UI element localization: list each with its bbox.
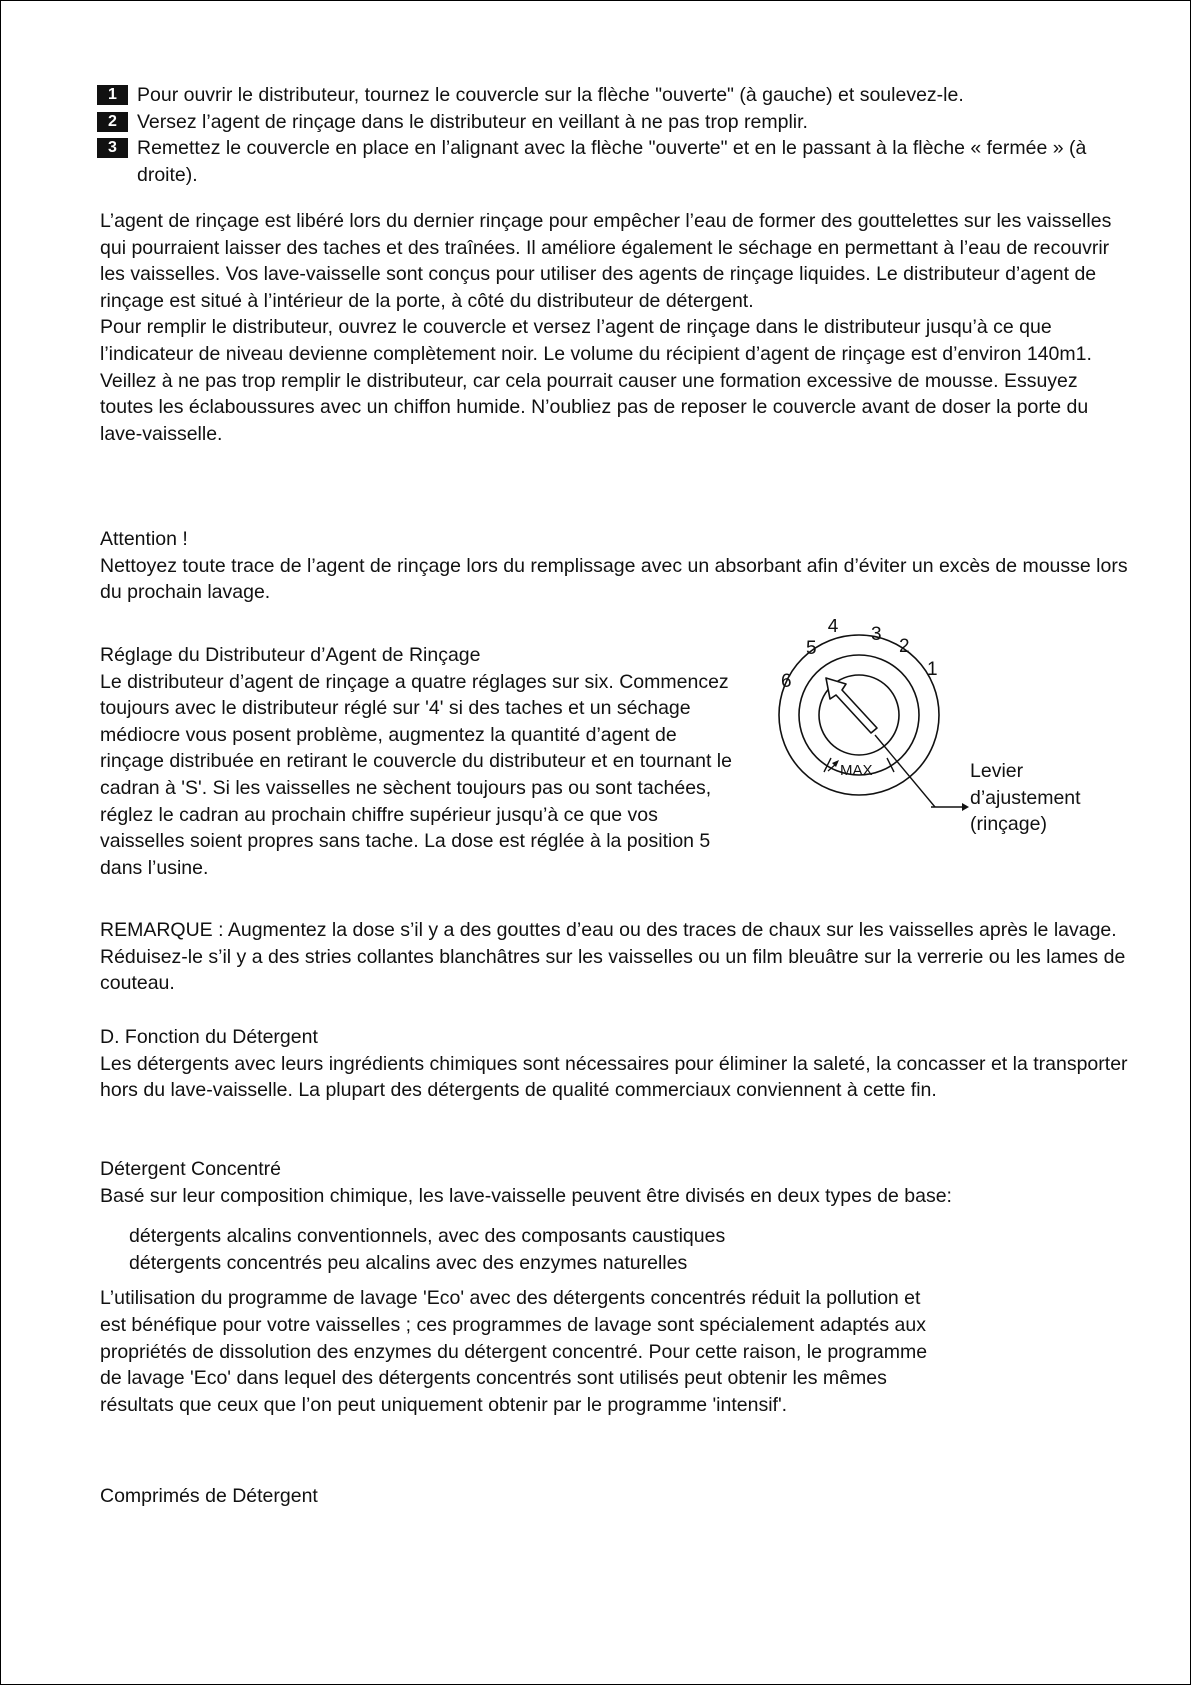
rinse-dial-diagram	[771, 619, 961, 809]
attention-title: Attention !	[100, 528, 188, 550]
rinse-agent-paragraph: L’agent de rinçage est libéré lors du dernier rinçage pour empêcher l’eau de former des gouttelettes sur les vaisselles qui pourraient laisser des taches et des traînées. Il améliore également le séchage en permettant à l’eau de recouvrir les vaisselles. Vos lave-vaisselle sont conçus pour utiliser des agents de rinçage liquides. Le distributeur d’agent de rinçage est situé à l’intérieur de la porte, à côté du distributeur de détergent.	[100, 210, 1112, 312]
step-number-badge: 2	[97, 112, 128, 132]
step-number-badge: 3	[97, 138, 128, 158]
detergent-tablets-title: Comprimés de Détergent	[100, 1485, 318, 1507]
step-1	[97, 82, 1137, 109]
dial-number-5: 5	[806, 638, 817, 659]
dial-number-1: 1	[927, 659, 938, 680]
dispenser-setting-title: Réglage du Distributeur d’Agent de Rinçage	[100, 644, 481, 666]
concentrated-detergent-intro: Basé sur leur composition chimique, les lave-vaisselle peuvent être divisés en deux types de base:	[100, 1184, 952, 1207]
detergent-function-text: Les détergents avec leurs ingrédients chimiques sont nécessaires pour éliminer la saleté, la concasser et la transporter hors du lave-vaisselle. La plupart des détergents de qualité commerciaux conviennent à cette fin.	[100, 1052, 1128, 1102]
lever-pointer-line	[931, 801, 975, 813]
remarque-section	[100, 917, 1130, 997]
overfill-warning-paragraph: Veillez à ne pas trop remplir le distributeur, car cela pourrait causer une formation excessive de mousse. Essuyez toutes les éclaboussures avec un chiffon humide. N’oubliez pas de reposer le couvercle avant de doser la porte du lave-vaisselle.	[100, 369, 1089, 445]
concentrated-detergent-title: Détergent Concentré	[100, 1158, 282, 1180]
detergent-tablets-section	[100, 1483, 1130, 1510]
dispenser-setting-text: Le distributeur d’agent de rinçage a quatre réglages sur six. Commencez toujours avec le distributeur réglé sur '4' si des taches et un séchage médiocre vous posent problème, augmentez la quantité d’agent de rinçage distribuée en retirant le couvercle du distributeur et en tournant le cadran à 'S'. Si les vaisselles ne sèchent toujours pas ou sont tachées, réglez le cadran au prochain chiffre supérieur jusqu’à ce que vos vaisselles soient propres sans tache. La dose est réglée à la position 5 dans l’usine.	[100, 670, 732, 879]
lever-label-line-2: d’ajustement	[970, 786, 1081, 809]
dial-number-3: 3	[871, 624, 882, 645]
dial-pointer-icon	[826, 678, 877, 733]
dial-number-2: 2	[899, 636, 910, 657]
detergent-types-list	[100, 1223, 1130, 1276]
attention-section	[100, 526, 1130, 606]
fill-instructions-paragraph: Pour remplir le distributeur, ouvrez le couvercle et versez l’agent de rinçage dans le distributeur jusqu’à ce que l’indicateur de niveau devienne complètement noir. Le volume du récipient d’agent de rinçage est d’environ 140m1.	[100, 316, 1092, 365]
steps-list	[97, 82, 1137, 188]
rinse-agent-section	[100, 208, 1130, 447]
list-item: détergents concentrés peu alcalins avec des enzymes naturelles	[129, 1251, 688, 1274]
eco-program-text: L’utilisation du programme de lavage 'Eco' avec des détergents concentrés réduit la pollution et est bénéfique pour votre vaisselles ; ces programmes de lavage sont spécialement adaptés aux propriétés de dissolution des enzymes du détergent concentré. Pour cette raison, le programme de lavage 'Eco' dans lequel des détergents concentrés sont utilisés peut obtenir les mêmes résultats que ceux que l’on peut uniquement obtenir par le programme 'intensif'.	[100, 1287, 928, 1416]
dial-max-label: MAX	[840, 762, 873, 779]
attention-text: Nettoyez toute trace de l’agent de rinçage lors du remplissage avec un absorbant afin d’éviter un excès de mousse lors du prochain lavage.	[100, 554, 1128, 604]
step-3	[97, 135, 1137, 188]
lever-label-line-3: (rinçage)	[970, 813, 1047, 836]
step-text: Versez l’agent de rinçage dans le distributeur en veillant à ne pas trop remplir.	[137, 110, 808, 133]
remarque-text: REMARQUE : Augmentez la dose s’il y a des gouttes d’eau ou des traces de chaux sur les vaisselles après le lavage. Réduisez-le s’il y a des stries collantes blanchâtres sur les vaisselles ou un film bleuâtre sur la verrerie ou les lames de couteau.	[100, 919, 1126, 995]
step-text: Pour ouvrir le distributeur, tournez le couvercle sur la flèche "ouverte" (à gauche) et soulevez-le.	[137, 84, 964, 106]
detergent-function-title: D. Fonction du Détergent	[100, 1026, 318, 1048]
dial-number-4: 4	[827, 619, 839, 637]
step-2	[97, 109, 1137, 136]
step-text: Remettez le couvercle en place en l’alignant avec la flèche "ouverte" et en le passant à la flèche « fermée » (à droite).	[137, 137, 1087, 186]
adjustment-lever-label	[970, 758, 1150, 838]
lever-label-line-1: Levier	[970, 760, 1024, 782]
dial-number-6: 6	[781, 671, 792, 692]
dispenser-setting-section	[100, 642, 740, 881]
detergent-function-section	[100, 1024, 1130, 1104]
list-item: détergents alcalins conventionnels, avec des composants caustiques	[129, 1225, 726, 1248]
step-number-badge: 1	[97, 85, 128, 105]
concentrated-detergent-section	[100, 1156, 1130, 1418]
